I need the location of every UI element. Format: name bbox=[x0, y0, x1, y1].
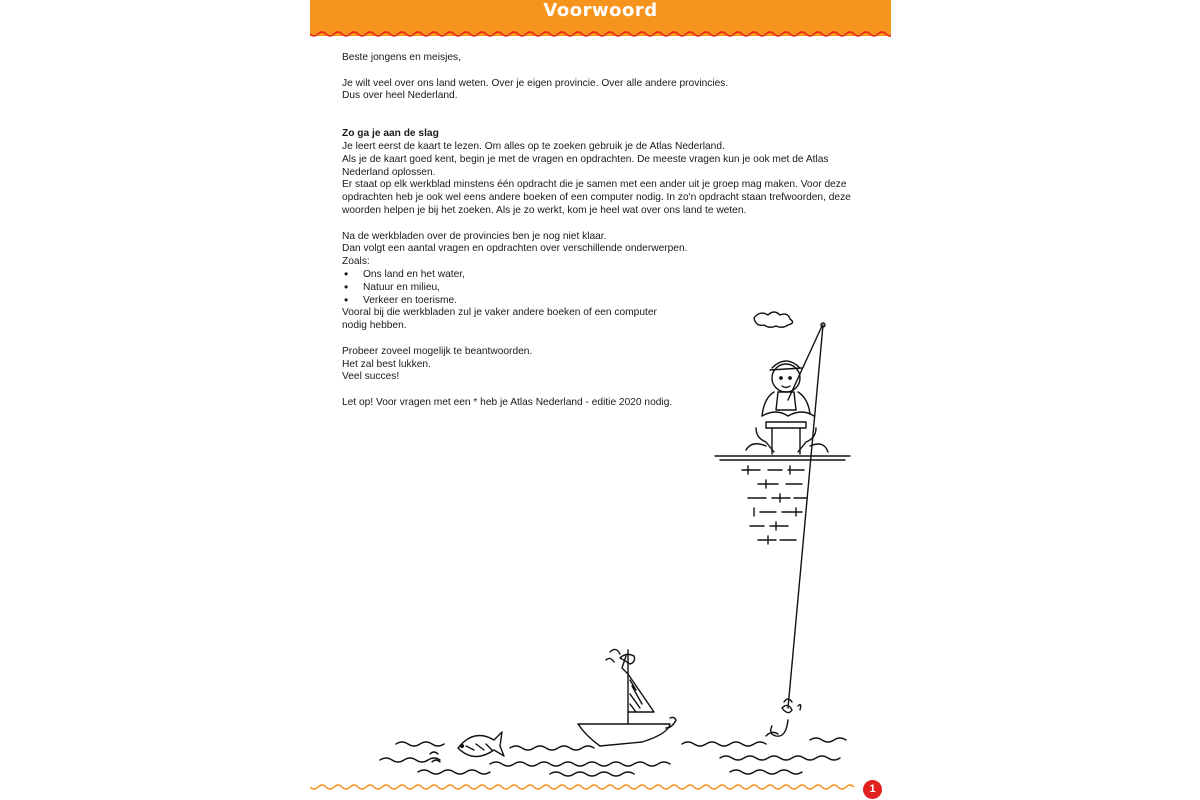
fishing-boy-illustration bbox=[310, 300, 891, 780]
paragraph-line: Zoals: bbox=[342, 256, 370, 268]
page-header bbox=[310, 0, 891, 36]
section-line: Er staat op elk werkblad minstens één opdracht die je samen met een ander uit je groep mag maken. Voor deze bbox=[342, 179, 847, 191]
document-page bbox=[310, 0, 891, 800]
sailboat-icon bbox=[578, 724, 670, 746]
paragraph-line: nodig hebben. bbox=[342, 320, 407, 332]
section-line: Als je de kaart goed kent, begin je met de vragen en opdrachten. De meeste vragen kun je ook met de Atlas bbox=[342, 153, 829, 165]
closing-line: Veel succes! bbox=[342, 371, 400, 383]
fish-icon bbox=[458, 732, 504, 757]
paragraph-line: Na de werkbladen over de provincies ben je nog niet klaar. bbox=[342, 230, 607, 242]
section-line: opdrachten heb je ook wel eens andere boeken of een computer nodig. In zo'n opdracht staan trefwoorden, deze bbox=[342, 192, 851, 204]
closing-line: Het zal best lukken. bbox=[342, 358, 431, 370]
section-heading: Zo ga je aan de slag bbox=[342, 128, 439, 140]
page-number-badge: 1 bbox=[863, 780, 882, 799]
section-line: woorden helpen je bij het zoeken. Als je zo werkt, kom je heel wat over ons land te weten. bbox=[342, 204, 747, 216]
intro-line: Dus over heel Nederland. bbox=[342, 90, 458, 102]
list-item: • Ons land en het water, bbox=[342, 269, 862, 282]
paragraph-line: Dan volgt een aantal vragen en opdrachten over verschillende onderwerpen. bbox=[342, 243, 688, 255]
header-wave-border bbox=[310, 28, 891, 38]
section-line: Je leert eerst de kaart te lezen. Om alles op te zoeken gebruik je de Atlas Nederland. bbox=[342, 140, 725, 152]
paragraph-line: Vooral bij die werkbladen zul je vaker andere boeken of een computer bbox=[342, 307, 657, 319]
intro-line: Je wilt veel over ons land weten. Over je eigen provincie. Over alle andere provincies. bbox=[342, 77, 729, 89]
cloud-icon bbox=[754, 312, 793, 327]
footer-wave-border bbox=[310, 783, 891, 791]
list-item: • Verkeer en toerisme. bbox=[342, 295, 862, 308]
atlas-note: Let op! Voor vragen met een * heb je Atlas Nederland - editie 2020 nodig. bbox=[342, 396, 673, 408]
closing-line: Probeer zoveel mogelijk te beantwoorden. bbox=[342, 345, 533, 357]
section-line: Nederland oplossen. bbox=[342, 166, 436, 178]
list-item: • Natuur en milieu, bbox=[342, 282, 862, 295]
page-title: Voorwoord bbox=[543, 0, 658, 21]
greeting: Beste jongens en meisjes, bbox=[342, 52, 461, 63]
